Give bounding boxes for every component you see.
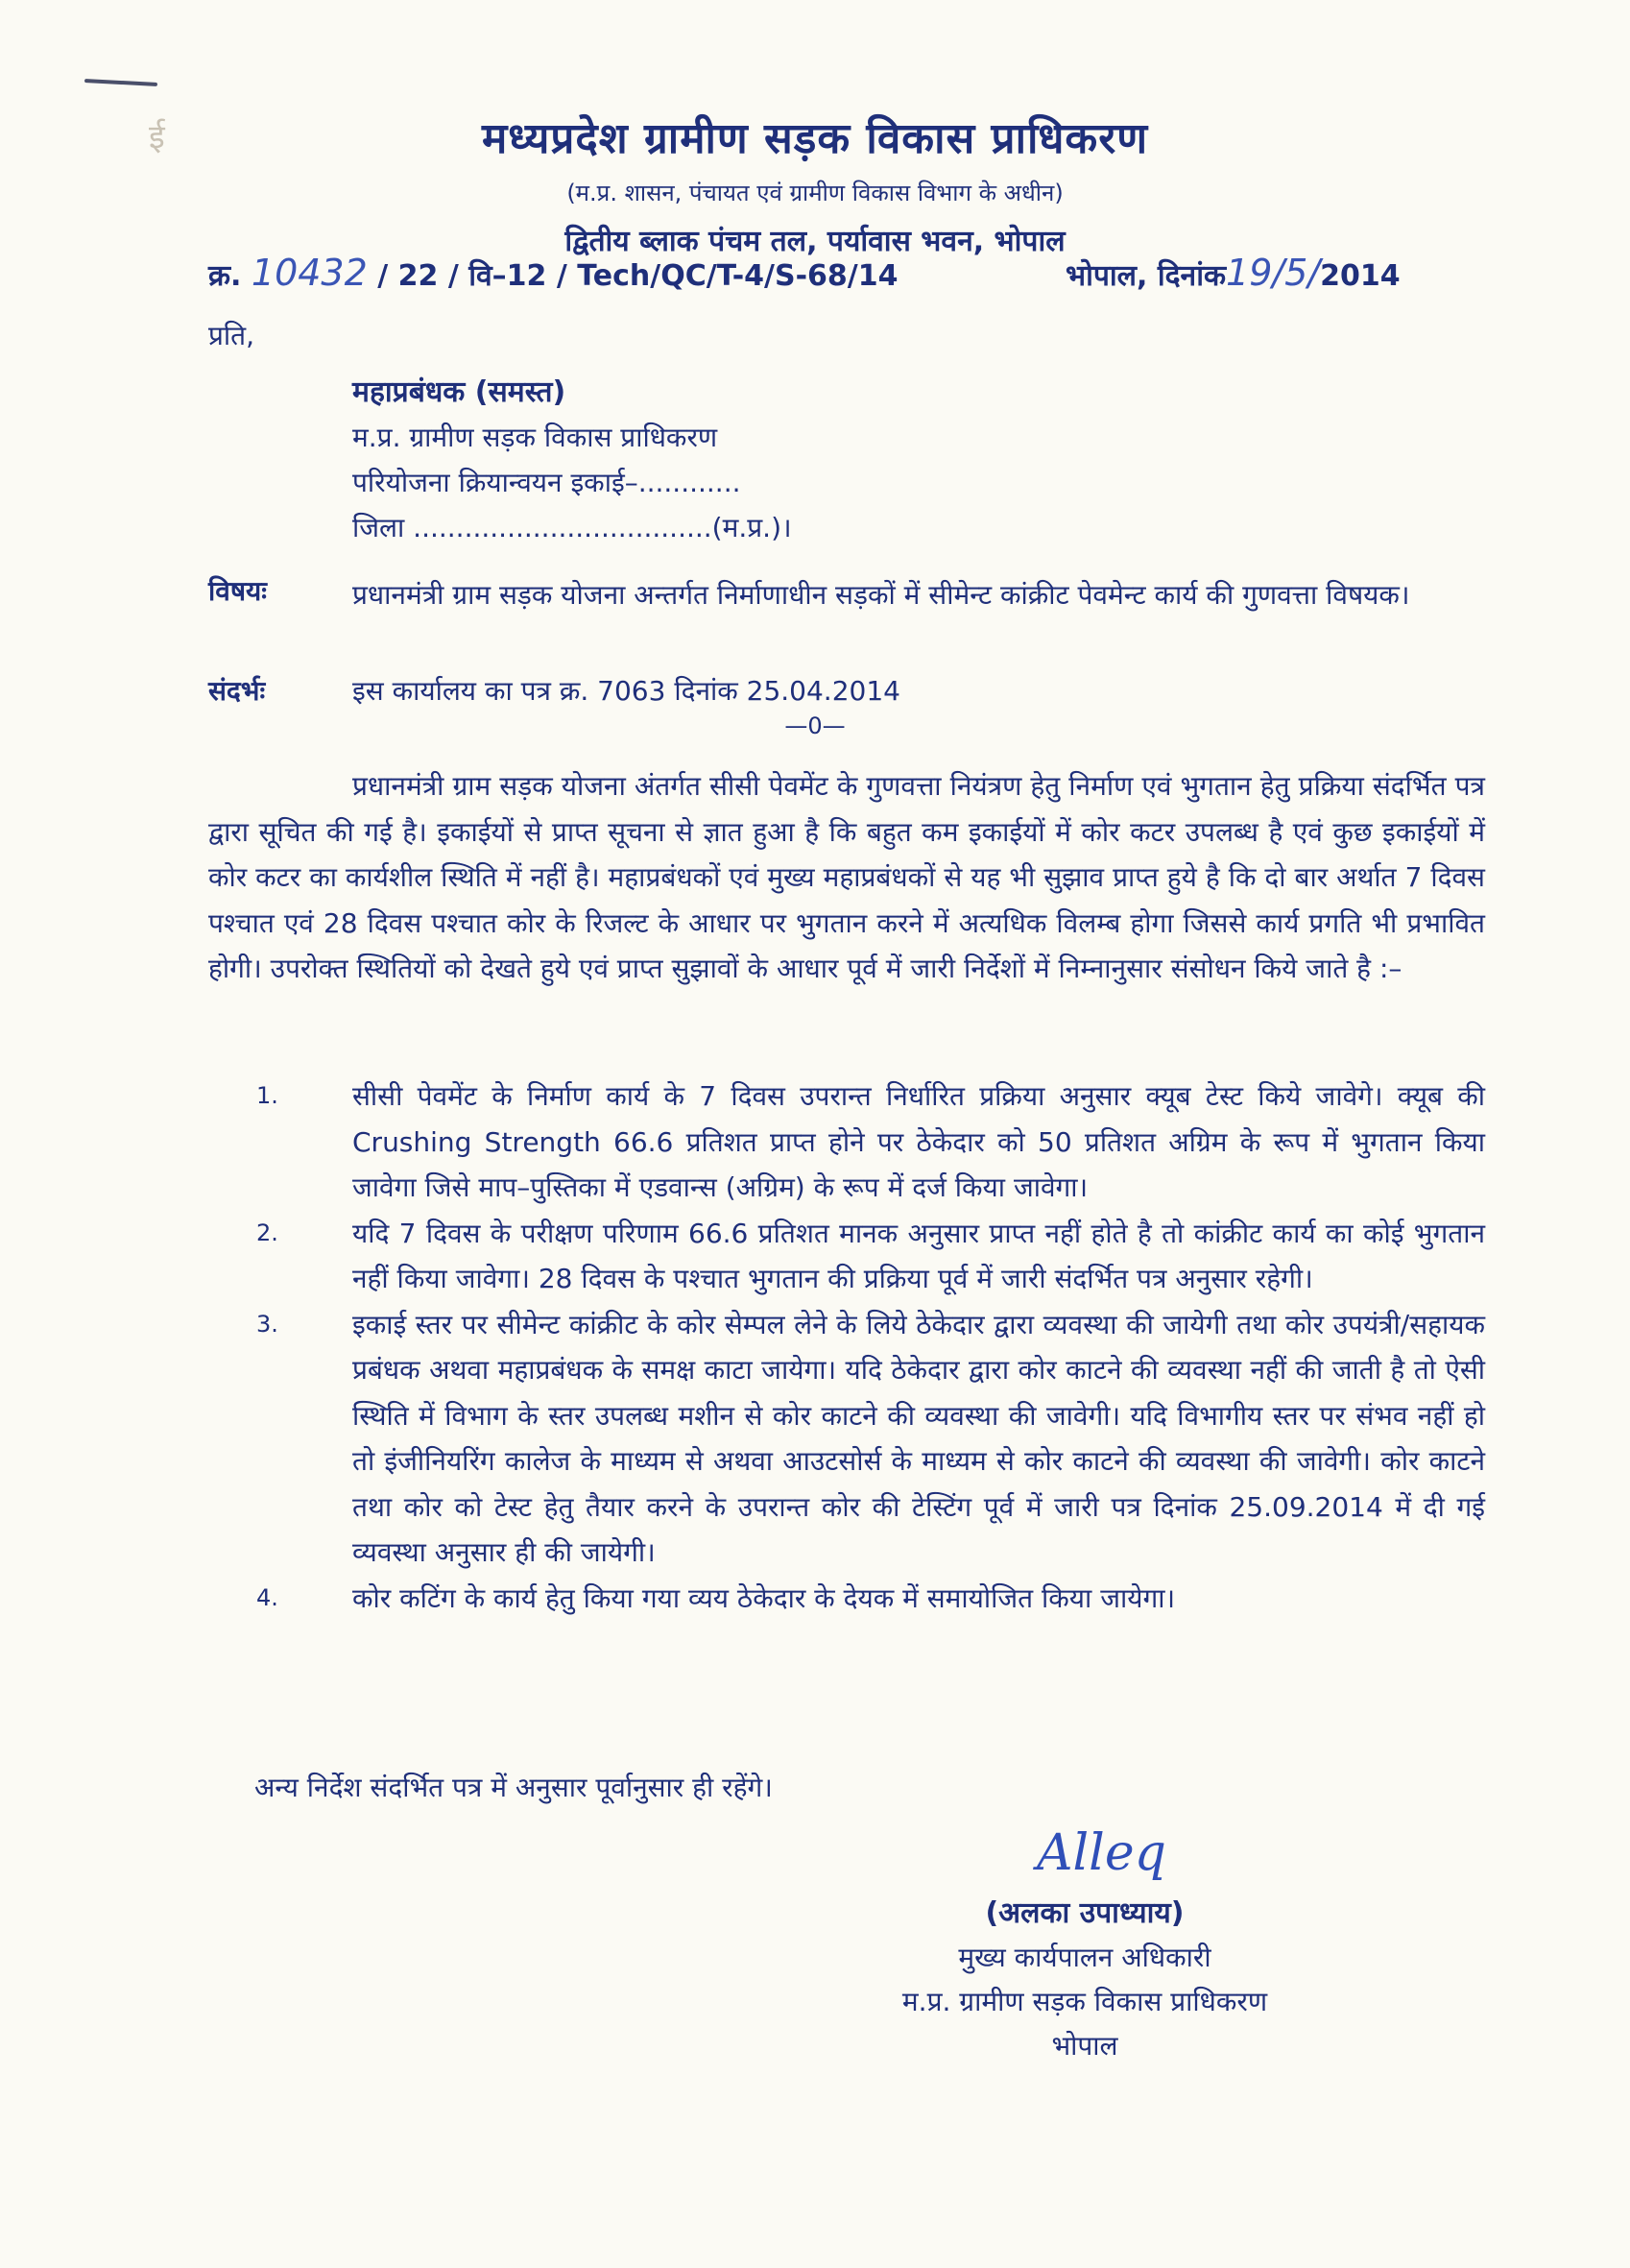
list-item-text: इकाई स्तर पर सीमेन्ट कांक्रीट के कोर सेम्पल लेने के लिये ठेकेदार द्वारा व्यवस्था की जायेगी तथा कोर उपयंत्री/सहायक प्रबंधक अथवा महाप्रबंधक के समक्ष काटा जायेगा। यदि ठेकेदार द्वारा कोर काटने की व्यवस्था नहीं की जाती है तो ऐसी स्थिति में विभाग के स्तर उपलब्ध मशीन से कोर काटने की व्यवस्था की जावेगी। यदि विभागीय स्तर पर संभव नहीं हो तो इंजीनियरिंग कालेज के माध्यम से अथवा आउटसोर्स के माध्यम से कोर काटने की व्यवस्था की जावेगी। कोर काटने तथा कोर को टेस्ट हेतु तैयार करने के उपरान्त कोर की टेस्टिंग पूर्व में जारी पत्र दिनांक 25.09.2014 में दी गई व्यवस्था अनुसार ही की जायेगी। bbox=[352, 1308, 1485, 1568]
signature-block bbox=[845, 1892, 1325, 2068]
list-item-number: 3. bbox=[256, 1310, 278, 1338]
letterhead bbox=[0, 108, 1630, 259]
list-item-number: 2. bbox=[256, 1218, 278, 1246]
signatory-name: (अलका उपाध्याय) bbox=[985, 1896, 1185, 1930]
list-item-text: कोर कटिंग के कार्य हेतु किया गया व्यय ठेकेदार के देयक में समायोजित किया जायेगा। bbox=[352, 1581, 1176, 1614]
organisation-address: द्वितीय ब्लाक पंचम तल, पर्यावास भवन, भोपाल bbox=[564, 225, 1066, 258]
organisation-title: मध्यप्रदेश ग्रामीण सड़क विकास प्राधिकरण bbox=[481, 114, 1149, 163]
section-divider: —0— bbox=[784, 712, 846, 739]
letter-date bbox=[1066, 252, 1401, 294]
handwritten-date: 19/5/ bbox=[1226, 252, 1321, 294]
addressee-org: म.प्र. ग्रामीण सड़क विकास प्राधिकरण bbox=[352, 422, 718, 453]
instruction-list bbox=[208, 1074, 1485, 1621]
list-item bbox=[208, 1074, 1485, 1211]
addressee-unit: परियोजना क्रियान्वयन इकाई–............ bbox=[352, 467, 741, 498]
reference-label: संदर्भः bbox=[208, 675, 266, 707]
closing-line: अन्य निर्देश संदर्भित पत्र में अनुसार पूर्वानुसार ही रहेंगे। bbox=[254, 1772, 773, 1803]
list-item-text: यदि 7 दिवस के परीक्षण परिणाम 66.6 प्रतिशत मानक अनुसार प्राप्त नहीं होते है तो कांक्रीट कार्य का कोई भुगतान नहीं किया जावेगा। 28 दिवस के पश्चात भुगतान की प्रक्रिया पूर्व में जारी संदर्भित पत्र अनुसार रहेगी। bbox=[352, 1217, 1485, 1294]
reference-number bbox=[208, 252, 899, 294]
list-item bbox=[208, 1211, 1485, 1302]
signatory-city: भोपाल bbox=[1051, 2030, 1118, 2062]
signatory-organisation: म.प्र. ग्रामीण सड़क विकास प्राधिकरण bbox=[901, 1986, 1268, 2017]
list-item bbox=[208, 1576, 1485, 1622]
reference-prefix: क्र. bbox=[208, 259, 242, 293]
organisation-subtitle: (म.प्र. शासन, पंचायत एवं ग्रामीण विकास विभाग के अधीन) bbox=[566, 180, 1064, 206]
reference-text: इस कार्यालय का पत्र क्र. 7063 दिनांक 25.04.2014 bbox=[352, 675, 900, 707]
date-year: 2014 bbox=[1320, 259, 1401, 293]
reference-code: / 22 / वि–12 / Tech/QC/T-4/S-68/14 bbox=[367, 259, 899, 293]
addressee-district: जिला ...................................(म.प्र.)। bbox=[352, 512, 792, 543]
list-item-text: सीसी पेवमेंट के निर्माण कार्य के 7 दिवस उपरान्त निर्धारित प्रक्रिया अनुसार क्यूब टेस्ट किये जावेगे। क्यूब की Crushing Strength 66.6 प्रतिशत प्राप्त होने पर ठेकेदार को 50 प्रतिशत अग्रिम के रूप में भुगतान किया जावेगा जिसे माप–पुस्तिका में एडवान्स (अग्रिम) के रूप में दर्ज किया जावेगा। bbox=[352, 1080, 1485, 1203]
addressee-title: महाप्रबंधक (समस्त) bbox=[352, 375, 566, 409]
handwritten-signature: Alleq bbox=[1037, 1824, 1166, 1882]
place-label: भोपाल, दिनांक bbox=[1066, 259, 1227, 293]
signatory-designation: मुख्य कार्यपालन अधिकारी bbox=[958, 1942, 1211, 1973]
subject-text: प्रधानमंत्री ग्राम सड़क योजना अन्तर्गत निर्माणाधीन सड़कों में सीमेन्ट कांक्रीट पेवमेन्ट कार्य की गुणवत्ता विषयक। bbox=[352, 579, 1410, 611]
salutation-to: प्रति, bbox=[208, 320, 255, 351]
list-item bbox=[208, 1302, 1485, 1576]
handwritten-number: 10432 bbox=[251, 252, 368, 294]
pen-mark bbox=[84, 79, 157, 86]
addressee-block bbox=[352, 370, 792, 550]
subject-label: विषयः bbox=[208, 575, 267, 607]
list-item-number: 4. bbox=[256, 1583, 278, 1611]
body-paragraph: प्रधानमंत्री ग्राम सड़क योजना अंतर्गत सीसी पेवमेंट के गुणवत्ता नियंत्रण हेतु निर्माण एवं भुगतान हेतु प्रक्रिया संदर्भित पत्र द्वारा सूचित की गई है। इकाईयों से प्राप्त सूचना से ज्ञात हुआ है कि बहुत कम इकाईयों में कोर कटर उपलब्ध है एवं कुछ इकाईयों में कोर कटर का कार्यशील स्थिति में नहीं है। महाप्रबंधकों एवं मुख्य महाप्रबंधकों से यह भी सुझाव प्राप्त हुये है कि दो बार अर्थात 7 दिवस पश्चात एवं 28 दिवस पश्चात कोर के रिजल्ट के आधार पर भुगतान करने में अत्यधिक विलम्ब होगा जिससे कार्य प्रगति भी प्रभावित होगी। उपरोक्त स्थितियों को देखते हुये एवं प्राप्त सुझावों के आधार पूर्व में जारी निर्देशों में निम्नानुसार संसोधन किये जाते है :– bbox=[208, 770, 1485, 984]
list-item-number: 1. bbox=[256, 1082, 278, 1109]
faint-mark: ई bbox=[149, 118, 165, 157]
